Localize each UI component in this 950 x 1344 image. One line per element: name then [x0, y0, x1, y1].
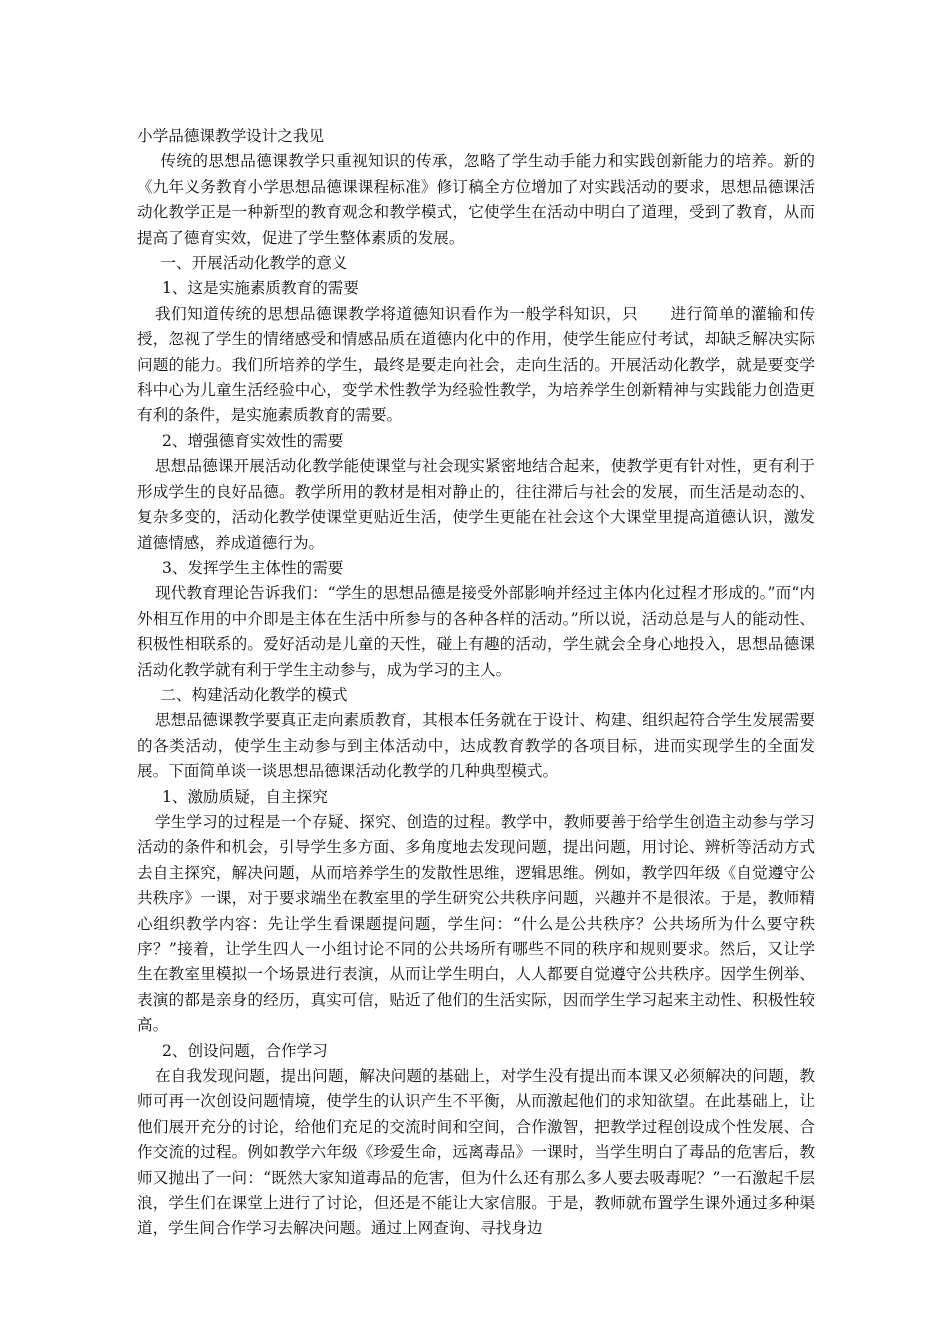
section-heading-2: 二、构建活动化教学的模式: [160, 685, 348, 704]
paragraph-1-2: 思想品德课开展活动化教学能使课堂与社会现实紧密地结合起来，使教学更有针对性，更有利于形成学生的良好品德。教学所用的教材是相对静止的，往往滞后与社会的发展，而生活是动态的、复杂多变的，活动化教学使课堂更贴近生活，使学生更能在社会这个大课堂里提高道德认识，激发道德情感，养成道德行为。: [137, 457, 815, 552]
subsection-heading-2-1: 1、激励质疑，自主探究: [161, 787, 328, 806]
paragraph-2-2: 在自我发现问题，提出问题，解决问题的基础上，对学生没有提出而本课又必须解决的问题，教师可再一次创设问题情境，使学生的认识产生不平衡，从而激起他们的求知欲望。在此基础上，让他们展开充分的讨论，给他们充足的交流时间和空间，合作激智，把教学过程创设成个性发展、合作交流的过程。例如教学六年级《珍爱生命，远离毒品》一课时，当学生明白了毒品的危害后，教师又抛出了一问：“既然大家知道毒品的危害，但为什么还有那么多人要去吸毒呢？”一石激起千层浪，学生们在课堂上进行了讨论，但还是不能让大家信服。于是，教师就布置学生课外通过多种渠道，学生间合作学习去解决问题。通过上网查询、寻找身边: [137, 1067, 815, 1238]
subsection-heading-1-2: 2、增强德育实效性的需要: [161, 431, 344, 450]
document-title: 小学品德课教学设计之我见: [137, 127, 325, 145]
paragraph-1-3: 现代教育理论告诉我们：“学生的思想品德是接受外部影响并经过主体内化过程才形成的。”而“内外相互作用的中介即是主体在生活中所参与的各种各样的活动。”所以说，活动总是与人的能动性、积极性相联系的。爱好活动是儿童的天性，碰上有趣的活动，学生就会全身心地投入，思想品德课活动化教学就有利于学生主动参与，成为学习的主人。: [137, 584, 815, 679]
subsection-heading-2-2: 2、创设问题，合作学习: [161, 1041, 328, 1060]
paragraph-1-1: 我们知道传统的思想品德课教学将道德知识看作为一般学科知识，只 进行简单的灌输和传授，忽视了学生的情绪感受和情感品质在道德内化中的作用，使学生能应付考试，却缺乏解决实际问题的能力。我们所培养的学生，最终是要走向社会，走向生活的。开展活动化教学，就是要变学科中心为儿童生活经验中心，变学术性教学为经验性教学，为培养学生创新精神与实践能力创造更有利的条件，是实施素质教育的需要。: [137, 304, 815, 425]
paragraph-intro: 传统的思想品德课教学只重视知识的传承，忽略了学生动手能力和实践创新能力的培养。新的《九年义务教育小学思想品德课课程标准》修订稿全方位增加了对实践活动的要求，思想品德课活动化教学正是一种新型的教育观念和教学模式，它使学生在活动中明白了道理，受到了教育，从而提高了德育实效，促进了学生整体素质的发展。: [137, 152, 815, 247]
section-heading-1: 一、开展活动化教学的意义: [160, 254, 348, 273]
paragraph-2-1: 学生学习的过程是一个存疑、探究、创造的过程。教学中，教师要善于给学生创造主动参与学习活动的条件和机会，引导学生多方面、多角度地去发现问题，提出问题，用讨论、辨析等活动方式去自主探究，解决问题，从而培养学生的发散性思维，逻辑思维。例如，教学四年级《自觉遵守公共秩序》一课，对于要求端坐在教室里的学生研究公共秩序问题，兴趣并不是很浓。于是，教师精心组织教学内容：先让学生看课题提问题，学生问：“什么是公共秩序？公共场所为什么要守秩序？”接着，让学生四人一小组讨论不同的公共场所有哪些不同的秩序和规则要求。然后，又让学生在教室里模拟一个场景进行表演，从而让学生明白，人人都要自觉遵守公共秩序。因学生例举、表演的都是亲身的经历，真实可信，贴近了他们的生活实际，因而学生学习起来主动性、积极性较高。: [137, 812, 815, 1035]
subsection-heading-1-3: 3、发挥学生主体性的需要: [161, 558, 344, 577]
document-page: [137, 124, 815, 1242]
subsection-heading-1-1: 1、这是实施素质教育的需要: [161, 279, 359, 298]
paragraph-2-intro: 思想品德课教学要真正走向素质教育，其根本任务就在于设计、构建、组织起符合学生发展需要的各类活动，使学生主动参与到主体活动中，达成教育教学的各项目标，进而实现学生的全面发展。下面简单谈一谈思想品德课活动化教学的几种典型模式。: [137, 711, 815, 781]
